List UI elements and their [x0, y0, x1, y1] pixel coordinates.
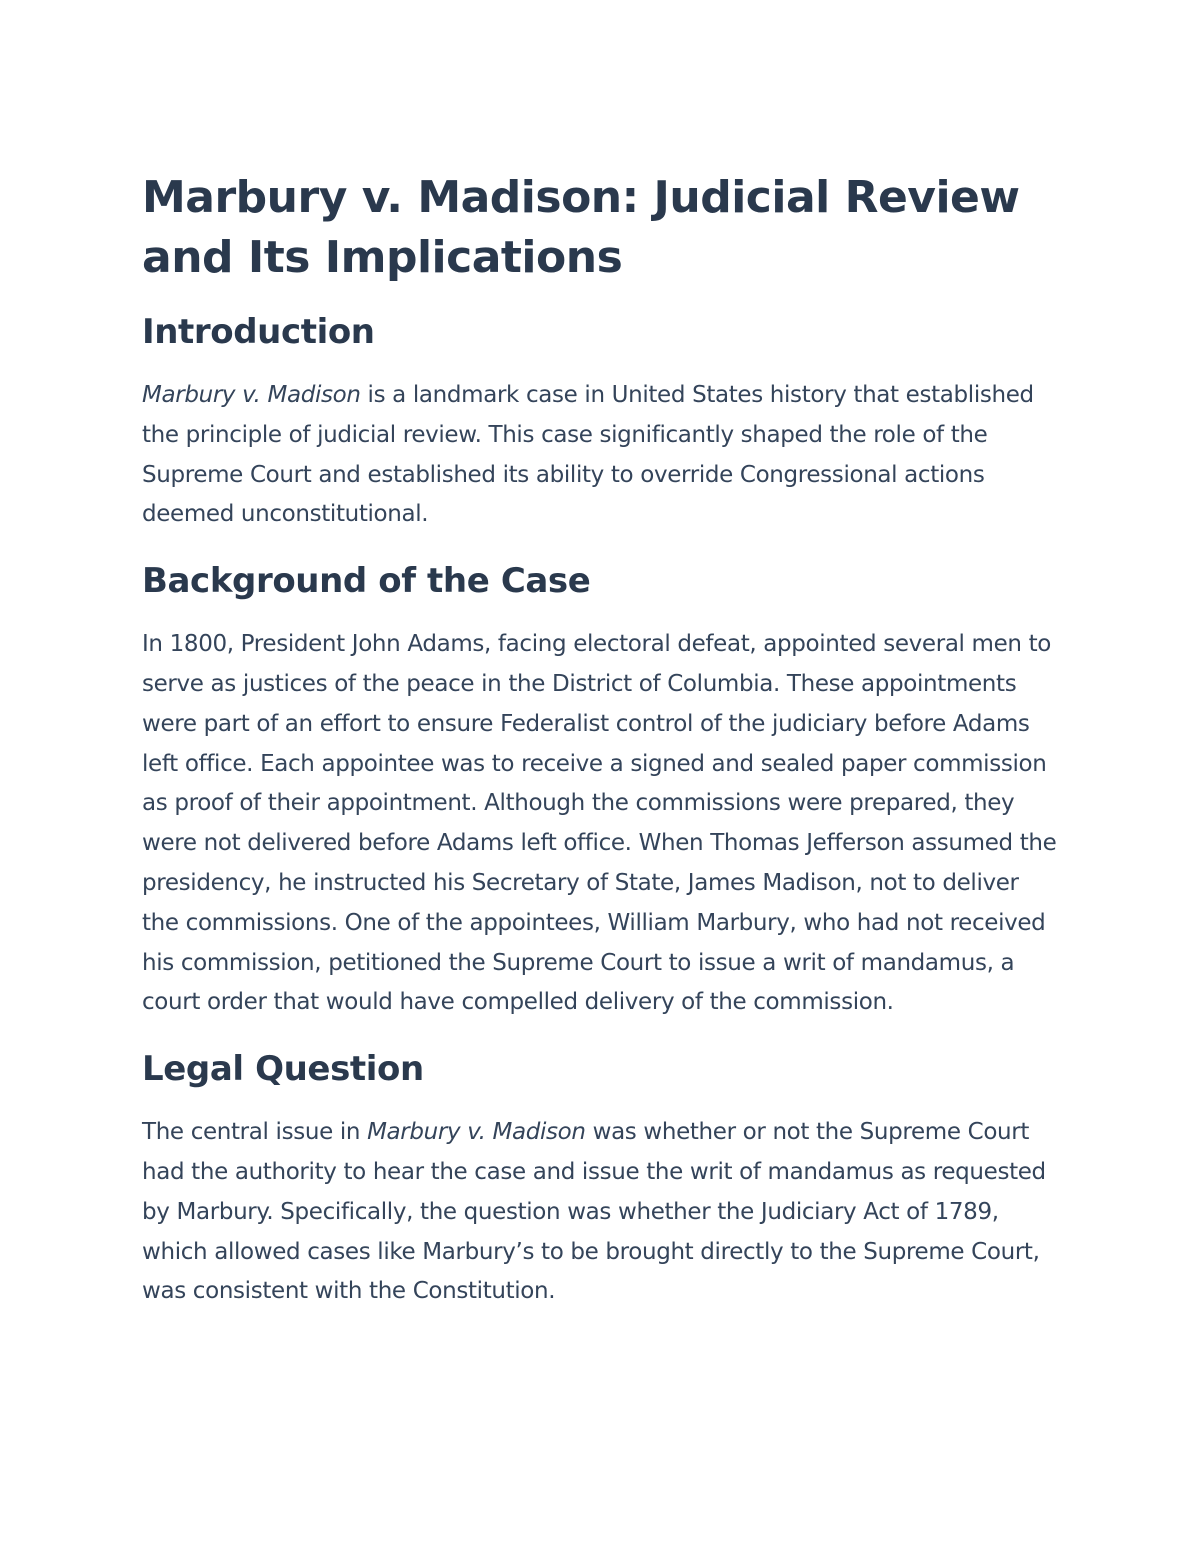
background-paragraph: In 1800, President John Adams, facing electoral defeat, appointed several men to serve as justices of the peace in the District of Columbia. These appointments were part of an effort to ensure Federalist control of the judiciary before Adams left office. Each appointee was to receive a signed and sealed paper commission as proof of their appointment. Although the commissions were prepared, they were not delivered before Adams left office. When Thomas Jefferson assumed the presidency, he instructed his Secretary of State, James Madison, not to deliver the commissions. One of the appointees, William Marbury, who had not received his commission, petitioned the Supreme Court to issue a writ of mandamus, a court order that would have compelled delivery of the commission. [142, 631, 1057, 1016]
section-heading-introduction: Introduction [142, 312, 375, 352]
legal-question-paragraph [142, 1113, 1062, 1312]
legal-question-text-end: was whether or not the Supreme Court had the authority to hear the case and issue the writ of mandamus as requested by Marbury. Specifically, the question was whether the Judiciary Act of 1789, which allowed cases like Marbury’s to be brought directly to the Supreme Court, was consistent with the Constitution. [142, 1119, 1046, 1305]
legal-question-text-start: The central issue in [142, 1119, 368, 1146]
introduction-text: is a landmark case in United States history that established the principle of judicial review. This case significantly shaped the role of the Supreme Court and established its ability to override Congressional actions deemed unconstitutional. [142, 382, 1034, 528]
section-heading-background: Background of the Case [142, 561, 591, 602]
case-name-italic: Marbury v. Madison [367, 1119, 586, 1146]
introduction-paragraph [142, 376, 1062, 535]
document-page [142, 168, 1062, 1336]
case-name-italic: Marbury v. Madison [142, 382, 361, 408]
document-title: Marbury v. Madison: Judicial Review and Its Implications [142, 172, 1020, 283]
section-heading-legal-question: Legal Question [142, 1049, 424, 1090]
